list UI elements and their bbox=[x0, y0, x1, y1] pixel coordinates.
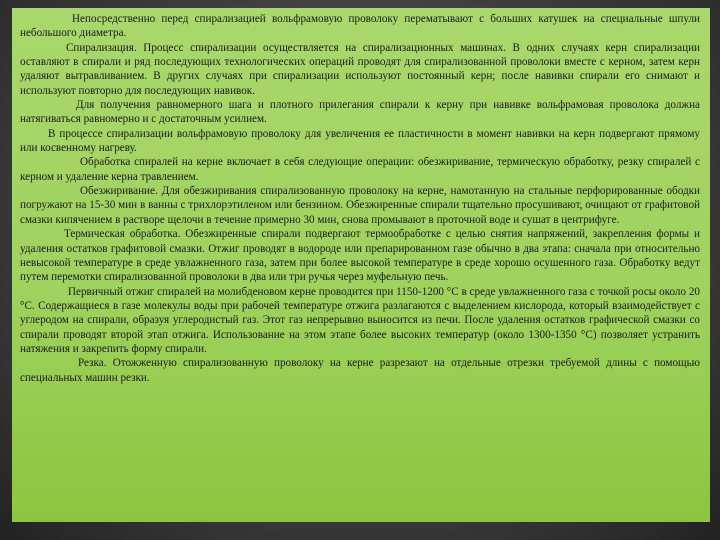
paragraph-heating: В процессе спирализации вольфрамовую проволоку для увеличения ее пластичности в момент навивки на керн подвергают прямому или косвенному нагреву. bbox=[20, 127, 700, 155]
paragraph-core-processing: Обработка спиралей на керне включает в себя следующие операции: обезжиривание, термическую обработку, резку спиралей с керном и удаление керна травлением. bbox=[20, 156, 700, 183]
paragraph-degreasing: Обезжиривание. Для обезжиривания спирализованную проволоку на керне, намотанную на стальные перфорированные ободки погружают на 15-30 мин в ванны с трихлорэтиленом или бензином. Обезжиренные спирали тщательно просушивают, очищают от графитовой смазки кипячением в растворе щелочи в течение примерно 30 мин, снова промывают в проточной воде и сушат в центрифуге. bbox=[20, 185, 700, 226]
paragraph-primary-annealing: Первичный отжиг спиралей на молибденовом керне проводится при 1150-1200 °С в среде увлажненного газа с точкой росы около 20 °С. Содержащиеся в газе молекулы воды при рабочей температуре отжига разлагаются с выделением кислорода, который взаимодействует с углеродом на спирали, образуя углеродистый газ. Этот газ непрерывно выносится из печи. После удаления остатков графической смазки со спирали проводят второй этап отжига. Использование на этом этапе более высоких температур (около 1300-1350 °С) позволяет устранить натяжения и закрепить форму спирали. bbox=[20, 285, 700, 355]
text-panel bbox=[12, 8, 710, 522]
paragraph-heat-treatment: Термическая обработка. Обезжиренные спирали подвергают термообработке с целью снятия напряжений, закрепления формы и удаления остатков графитовой смазки. Отжиг проводят в водороде или препарированном газе обычно в два этапа: сначала при относительно невысокой температуре в среде увлажненного газа, затем при более высокой температуре в среде хорошо осушенного газа. Обработку ведут путем перемотки спирализованной проволоки в два или три ручья через муфельную печь. bbox=[20, 228, 700, 284]
paragraph-spiralization: Спирализация. Процесс спирализации осуществляется на спирализационных машинах. В одних случаях керн спирализации оставляют в спирали и ряд последующих технологических операций проводят для спирализованной проволоки вместе с керном, затем керн удаляют вытравливанием. В других случаях при спирализации используют постоянный керн; после навивки спирали его снимают и используют повторно для последующих навивок. bbox=[20, 41, 700, 97]
paragraph-cutting: Резка. Отожженную спирализованную проволоку на керне разрезают на отдельные отрезки требуемой длины с помощью специальных машин резки. bbox=[20, 357, 700, 384]
paragraph-tension: Для получения равномерного шага и плотного прилегания спирали к керну при навивке вольфрамовая проволока должна натягиваться равномерно и с достаточным усилием. bbox=[20, 99, 700, 126]
paragraph-rewinding: Непосредственно перед спирализацией вольфрамовую проволоку перематывают с больших катушек на специальные шпули небольшого диаметра. bbox=[20, 13, 700, 40]
